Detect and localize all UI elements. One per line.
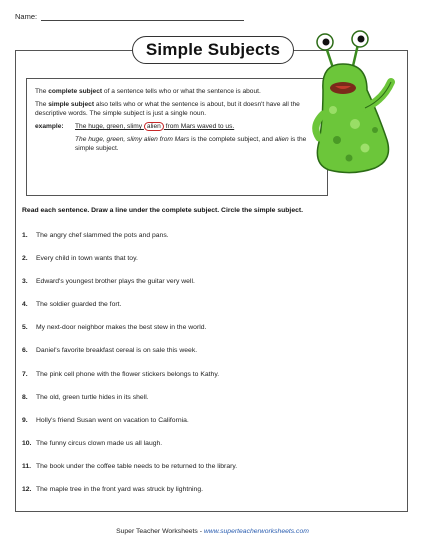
question-number: 6. [22, 347, 28, 355]
page-title: Simple Subjects [132, 36, 294, 64]
question-text[interactable]: Holly's friend Susan went on vacation to California. [36, 416, 189, 424]
question-item[interactable] [22, 440, 402, 463]
question-item[interactable] [22, 371, 402, 394]
question-number: 9. [22, 416, 28, 424]
footer-brand: Super Teacher Worksheets [116, 528, 198, 535]
green-alien-monster-icon [303, 30, 401, 180]
question-text[interactable]: The old, green turtle hides in its shell. [36, 393, 149, 401]
question-number: 11. [22, 462, 32, 470]
question-number: 4. [22, 301, 28, 309]
question-item[interactable] [22, 255, 402, 278]
question-text[interactable]: The angry chef slammed the pots and pans. [36, 232, 169, 239]
name-label: Name: [15, 12, 38, 21]
simple-subject-definition: The simple subject also tells who or what the sentence is about, but it doesn't have all the descriptive words. The simple subject is just a single noun. [35, 101, 300, 117]
question-item[interactable] [22, 324, 402, 347]
question-item[interactable] [22, 232, 402, 255]
question-text[interactable]: Daniel's favorite breakfast cereal is on sale this week. [36, 347, 198, 355]
question-text[interactable]: The maple tree in the front yard was struck by lightning. [36, 486, 203, 494]
question-number: 5. [22, 324, 28, 332]
question-number: 3. [22, 278, 28, 286]
question-text[interactable]: The pink cell phone with the flower stickers belongs to Kathy. [36, 370, 220, 378]
question-number: 10. [22, 439, 32, 447]
question-item[interactable] [22, 486, 402, 509]
name-field [15, 12, 244, 21]
question-number: 1. [22, 232, 28, 239]
question-text[interactable]: The funny circus clown made us all laugh. [36, 439, 163, 447]
footer: Super Teacher Worksheets - www.superteacherworksheets.com [116, 528, 309, 535]
instructions: Read each sentence. Draw a line under the complete subject. Circle the simple subject. [22, 207, 304, 214]
example-row [35, 122, 319, 131]
question-number: 12. [22, 486, 32, 494]
question-number: 7. [22, 370, 28, 378]
question-number: 2. [22, 255, 28, 263]
question-number: 8. [22, 393, 28, 401]
example-explanation: The huge, green, slimy alien from Mars is the complete subject, and alien is the simple subject. [75, 136, 307, 152]
question-item[interactable] [22, 417, 402, 440]
question-text[interactable]: My next-door neighbor makes the best stew in the world. [36, 324, 207, 332]
question-text[interactable]: Edward's youngest brother plays the guitar very well. [36, 278, 195, 286]
complete-subject-definition: The complete subject of a sentence tells who or what the sentence is about. [35, 88, 261, 95]
question-text[interactable]: The book under the coffee table needs to be returned to the library. [36, 462, 238, 470]
question-item[interactable] [22, 394, 402, 417]
question-text[interactable]: Every child in town wants that toy. [36, 255, 138, 263]
definition-box [26, 78, 328, 196]
circled-word: alien [144, 122, 164, 131]
question-item[interactable] [22, 463, 402, 486]
example-sentence: The huge, green, slimy alien from Mars waved to us. [75, 123, 235, 130]
footer-url[interactable]: www.superteacherworksheets.com [203, 528, 309, 535]
name-line[interactable] [41, 13, 244, 21]
question-list [22, 232, 402, 509]
example-label: example: [35, 123, 64, 130]
question-item[interactable] [22, 301, 402, 324]
question-item[interactable] [22, 278, 402, 301]
question-item[interactable] [22, 347, 402, 370]
question-text[interactable]: The soldier guarded the fort. [36, 301, 122, 309]
